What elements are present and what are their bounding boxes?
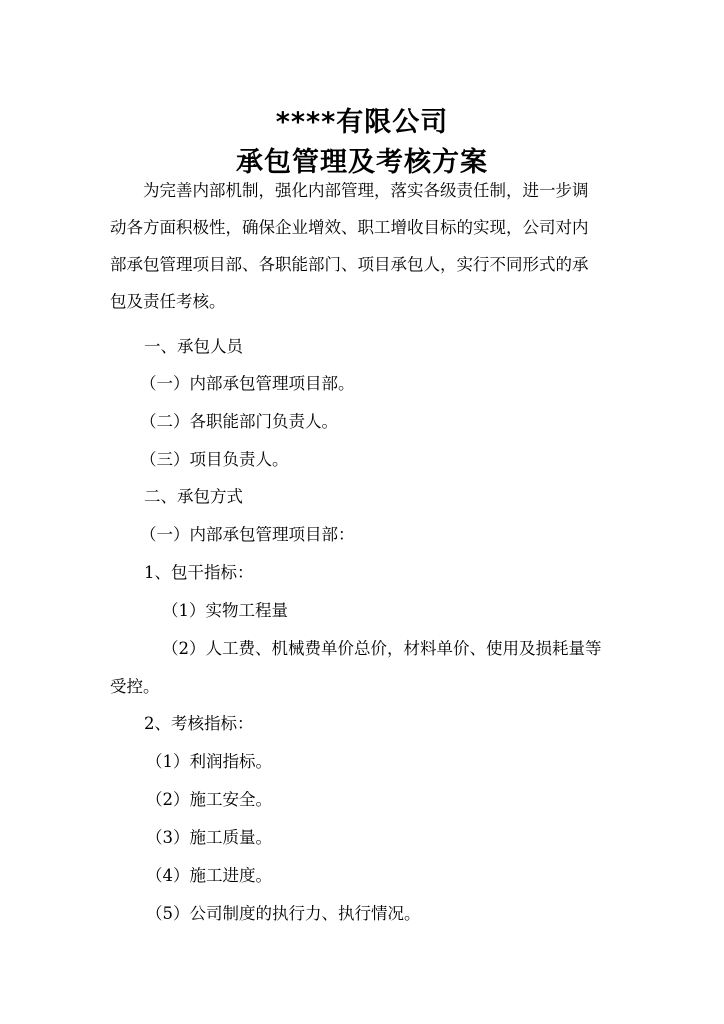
point2-heading: 2、考核指标： <box>144 714 254 733</box>
company-title: ****有限公司 <box>275 107 449 138</box>
intro-paragraph <box>110 181 618 329</box>
point2-item: （5）公司制度的执行力、执行情况。 <box>146 904 421 923</box>
section1-item: （三）项目负责人。 <box>140 450 289 469</box>
point2-item: （4）施工进度。 <box>146 866 272 885</box>
point1-item: （2）人工费、机械费单价总价，材料单价、使用及损耗量等 <box>162 639 602 658</box>
section2-heading: 二、承包方式 <box>144 487 243 506</box>
point2-item: （2）施工安全。 <box>146 790 272 809</box>
section1-heading: 一、承包人员 <box>144 337 243 356</box>
point1-continuation: 受控。 <box>110 677 160 696</box>
document-title: 承包管理及考核方案 <box>236 147 488 178</box>
point1-item: （1）实物工程量 <box>162 601 288 620</box>
intro-line: 部承包管理项目部、各职能部门、项目承包人，实行不同形式的承 <box>110 255 589 274</box>
intro-line: 动各方面积极性，确保企业增效、职工增收目标的实现，公司对内 <box>110 218 589 237</box>
point2-item: （3）施工质量。 <box>146 828 272 847</box>
intro-line: 包及责任考核。 <box>110 292 226 311</box>
intro-line: 为完善内部机制，强化内部管理，落实各级责任制，进一步调 <box>110 181 589 200</box>
point2-item: （1）利润指标。 <box>146 752 272 771</box>
section2-sub1: （一）内部承包管理项目部： <box>140 525 355 544</box>
point1-heading: 1、包干指标： <box>144 563 254 582</box>
section1-item: （一）内部承包管理项目部。 <box>140 374 355 393</box>
section1-item: （二）各职能部门负责人。 <box>140 412 338 431</box>
